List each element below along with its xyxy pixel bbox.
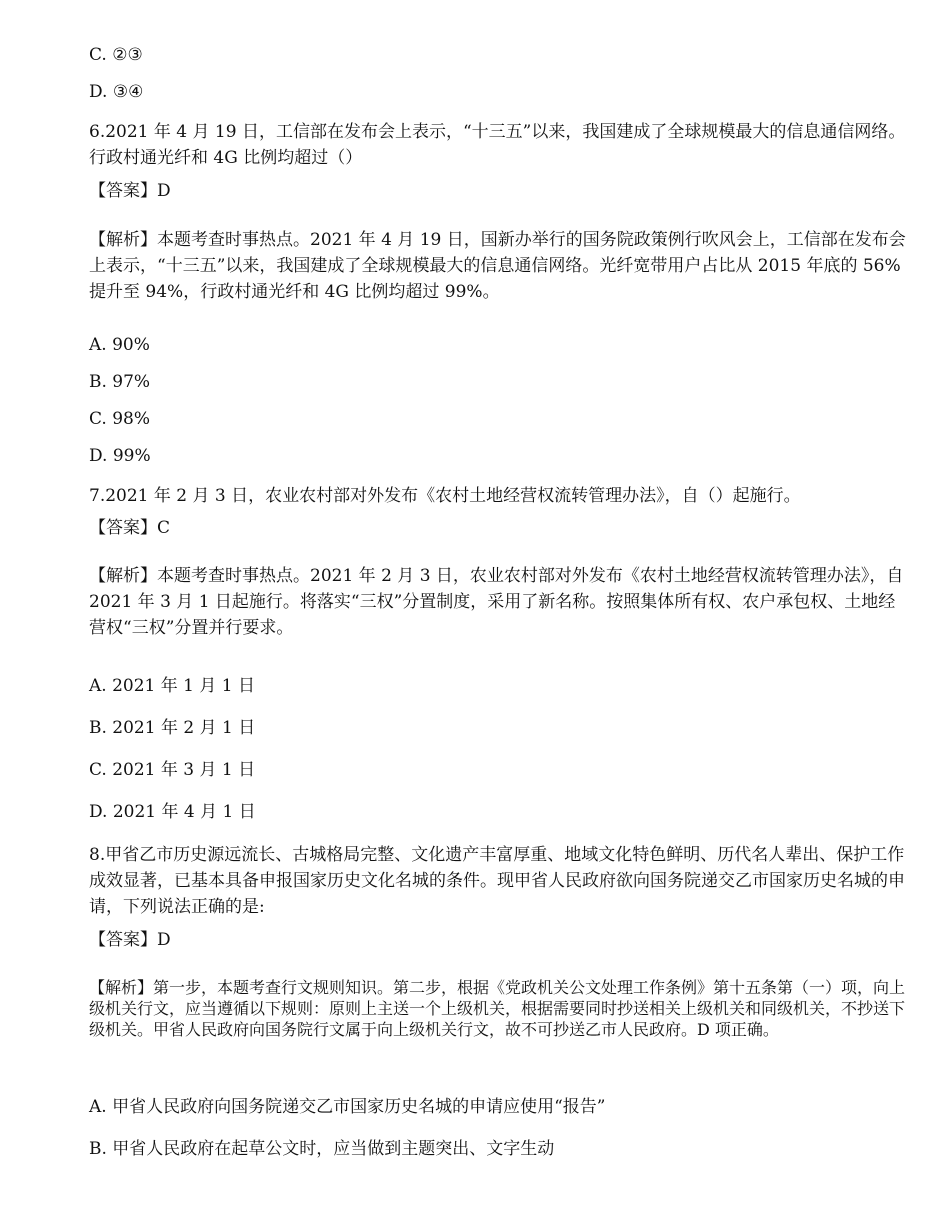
- q7-option-a: A. 2021 年 1 月 1 日: [89, 676, 255, 696]
- q6-analysis: 【解析】本题考查时事热点。2021 年 4 月 19 日，国新办举行的国务院政策例行吹风会上，工信部在发布会上表示，“十三五”以来，我国建成了全球规模最大的信息通信网络。光纤宽带用户占比从 2015 年底的 56%提升至 94%，行政村通光纤和 4G 比例均超过 99%。: [89, 230, 906, 302]
- q6-option-a: A. 90%: [89, 335, 150, 355]
- q7-answer: 【答案】C: [89, 518, 171, 538]
- q6-answer: 【答案】D: [89, 181, 171, 201]
- q7-option-c: C. 2021 年 3 月 1 日: [89, 760, 256, 780]
- q5-option-d: D. ③④: [89, 82, 144, 102]
- q6-option-c: C. 98%: [89, 409, 150, 429]
- q7-question: 7.2021 年 2 月 3 日，农业农村部对外发布《农村土地经营权流转管理办法》，自（）起施行。: [89, 486, 801, 506]
- q8-option-a: A. 甲省人民政府向国务院递交乙市国家历史名城的申请应使用“报告”: [89, 1097, 606, 1117]
- q7-option-d: D. 2021 年 4 月 1 日: [89, 802, 256, 822]
- q7-option-b: B. 2021 年 2 月 1 日: [89, 718, 256, 738]
- q6-option-b: B. 97%: [89, 372, 151, 392]
- q8-answer: 【答案】D: [89, 930, 171, 950]
- q8-analysis: 【解析】第一步，本题考查行文规则知识。第二步，根据《党政机关公文处理工作条例》第十五条第（一）项，向上级机关行文，应当遵循以下规则：原则上主送一个上级机关，根据需要同时抄送相关上级机关和同级机关，不抄送下级机关。甲省人民政府向国务院行文属于向上级机关行文，故不可抄送乙市人民政府。D 项正确。: [89, 978, 906, 1039]
- q7-analysis: 【解析】本题考查时事热点。2021 年 2 月 3 日，农业农村部对外发布《农村土地经营权流转管理办法》，自 2021 年 3 月 1 日起施行。将落实“三权”分置制度，采用了新名称。按照集体所有权、农户承包权、土地经营权“三权”分置并行要求。: [89, 566, 904, 638]
- q5-option-c: C. ②③: [89, 45, 143, 65]
- q6-option-d: D. 99%: [89, 446, 151, 466]
- q8-option-b: B. 甲省人民政府在起草公文时，应当做到主题突出、文字生动: [89, 1139, 555, 1159]
- q6-question: 6.2021 年 4 月 19 日，工信部在发布会上表示，“十三五”以来，我国建成了全球规模最大的信息通信网络。行政村通光纤和 4G 比例均超过（）: [89, 122, 906, 168]
- q8-question: 8.甲省乙市历史源远流长、古城格局完整、文化遗产丰富厚重、地域文化特色鲜明、历代名人辈出、保护工作成效显著，已基本具备申报国家历史文化名城的条件。现甲省人民政府欲向国务院递交乙市国家历史名城的申请，下列说法正确的是:: [89, 845, 905, 917]
